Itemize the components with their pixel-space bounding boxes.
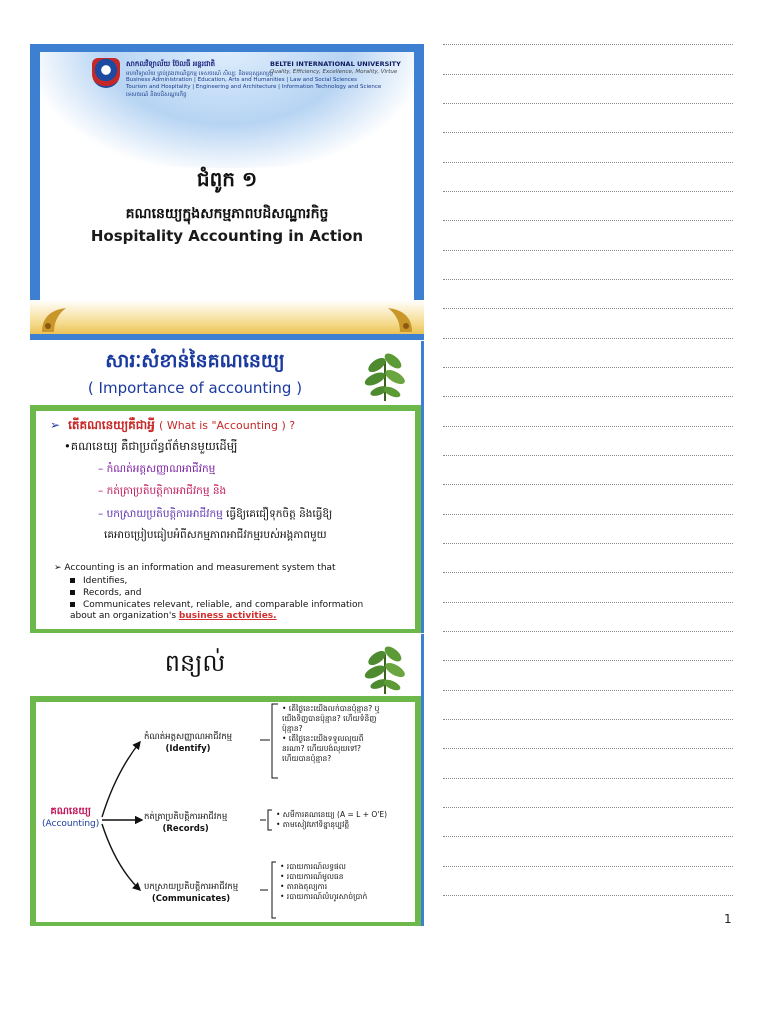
point-text: នរណា? ហើយបង់លុយទៅ? [282,744,362,753]
point-text: • របាយការណ៍លទ្ធផល [280,862,346,871]
note-line [443,895,733,896]
english-item [70,600,363,610]
university-tagline: Quality, Efficiency, Excellence, Morality, Virtue [270,69,398,75]
note-line [443,484,733,485]
note-line [443,279,733,280]
note-line [443,220,733,221]
chapter-heading: ជំពូក ១ [196,167,258,191]
note-line [443,308,733,309]
university-name-en: BELTEI INTERNATIONAL UNIVERSITY [270,60,401,68]
identify-points [282,704,379,764]
root-node-en: (Accounting) [42,819,100,829]
slide-explain [30,634,424,926]
square-bullet-icon [70,578,75,583]
note-line [443,74,733,75]
note-line [443,514,733,515]
point-text: • តាមសៀវភៅទិន្នានុប្បវត្តិ [276,820,350,829]
branch-label-kh: កត់ត្រាប្រតិបត្តិការអាជីវកម្ម [144,812,228,822]
frame-bottom [30,334,424,340]
ornament-left-icon [40,304,70,334]
root-node-kh: គណនេយ្យ [50,806,91,817]
arrow-bullet-icon: ➢ [50,418,61,432]
faculty-line: Business Administration | Education, Arts and Humanities | Law and Social Sciences [126,77,358,83]
branch-label-kh: បកស្រាយប្រតិបត្តិការអាជីវកម្ម [144,882,239,892]
page-number: 1 [724,912,732,926]
list-item: – កំណត់អត្តសញ្ញាណអាជីវកម្ម [98,463,216,475]
point-text: ហើយបានប៉ុន្មាន? [282,754,332,763]
point-text: • តើថ្ងៃនេះយើងលក់បានប៉ុន្មាន? ឬ [282,704,380,713]
branch-label-en: (Communicates) [151,894,231,904]
note-line [443,44,733,45]
title-en: Hospitality Accounting in Action [90,227,364,245]
faculty-line: Tourism and Hospitality | Engineering and Architecture | Information Technology and Science [126,84,382,90]
english-item-text: Identifies, [83,576,128,586]
point-text: យើងទិញបានប៉ុន្មាន? ហើយទំនិញ [282,714,377,723]
english-item [70,576,127,586]
content-panel [30,411,421,633]
plant-icon [357,347,413,403]
note-line [443,690,733,691]
slide-title [30,44,424,340]
branch-communicates [144,882,238,904]
university-logo-icon [92,58,120,88]
note-line [443,162,733,163]
note-line [443,836,733,837]
note-line [443,367,733,368]
diagram-panel [30,702,421,926]
english-item-text: Records, and [83,588,142,598]
note-line [443,631,733,632]
note-line [443,396,733,397]
note-line [443,748,733,749]
english-item [70,588,141,598]
faculty-line: ទេសចរណ៍ និងបដិសណ្ឋារកិច្ច [126,92,187,98]
english-item [70,611,277,621]
university-name-kh: សាកលវិទ្យាល័យ ប៊ែលធី អន្តរជាតិ [126,60,216,68]
point-text: ប៉ុន្មាន? [282,724,303,733]
note-line [443,572,733,573]
branch-label-en: (Identify) [165,744,211,754]
slide-title: ពន្យល់ [164,649,226,677]
list-item [98,508,332,523]
branch-records [144,812,227,834]
branch-label-en: (Records) [162,824,209,834]
note-line [443,455,733,456]
question-kh: តើគណនេយ្យគឺជាអ្វី [68,418,155,432]
communicates-points [280,862,367,902]
note-line [443,719,733,720]
square-bullet-icon [70,590,75,595]
note-line [443,807,733,808]
records-points [276,810,387,830]
note-line [443,543,733,544]
english-item-text: Communicates relevant, reliable, and comparable information [83,600,364,610]
slide-title-kh: សារៈសំខាន់នៃគណនេយ្យ [105,350,285,372]
note-line [443,250,733,251]
note-line [443,103,733,104]
title-kh: គណនេយ្យក្នុងសកម្មភាពបដិសណ្ឋារកិច្ច [125,206,329,222]
point-text: • តារាងតុល្យការ [280,882,328,891]
highlight-business-activities: business activities. [178,611,277,621]
note-line [443,778,733,779]
list-item-text: ធ្វើឱ្យគេជឿទុកចិត្ត និងធ្វើឱ្យ [226,508,333,520]
ornament-right-icon [384,304,414,334]
definition-kh: •គណនេយ្យ គឺជាប្រព័ន្ធព័ត៌មានមួយដើម្បី [64,439,238,453]
plant-icon [357,640,413,696]
point-text: • របាយការណ៍មូលធន [280,872,344,881]
slide-importance [30,341,424,633]
english-intro: ➢ Accounting is an information and measurement system that [54,563,336,573]
list-item-text: – បកស្រាយប្រតិបត្តិការអាជីវកម្ម [98,508,223,520]
root-node [42,804,99,829]
list-item: គេអាចប្រៀបធៀបអំពីសកម្មភាពអាជីវកម្មរបស់អង្គភាពមួយ [104,529,327,541]
branch-label-kh: កំណត់អត្តសញ្ញាណអាជីវកម្ម [144,732,233,742]
slide-title-en: ( Importance of accounting ) [87,379,303,397]
point-text: • តើថ្ងៃនេះយើងទទួលលុយពី [282,734,364,743]
note-line [443,191,733,192]
question-line [50,417,295,435]
notes-lines [443,0,733,1024]
note-line [443,338,733,339]
branch-identify [144,732,232,754]
note-line [443,602,733,603]
english-item-text: about an organization's [70,611,177,621]
point-text: • សមីការគណនេយ្យ (A = L + O'E) [276,810,388,819]
point-text: • របាយការណ៍លំហូរសាច់ប្រាក់ [280,892,368,901]
list-item: – កត់ត្រាប្រតិបត្តិការអាជីវកម្ម និង [98,485,227,497]
note-line [443,132,733,133]
faculty-line: មហាវិទ្យាល័យ គ្រប់គ្រងពាណិជ្ជកម្ម ទេសចរណ៍ សិល្បៈ និងមនុស្សសាស្ត្រ [126,71,274,77]
note-line [443,660,733,661]
frame-top [30,44,424,52]
question-en: ( What is "Accounting ) ? [159,419,296,432]
note-line [443,426,733,427]
note-line [443,866,733,867]
square-bullet-icon [70,602,75,607]
